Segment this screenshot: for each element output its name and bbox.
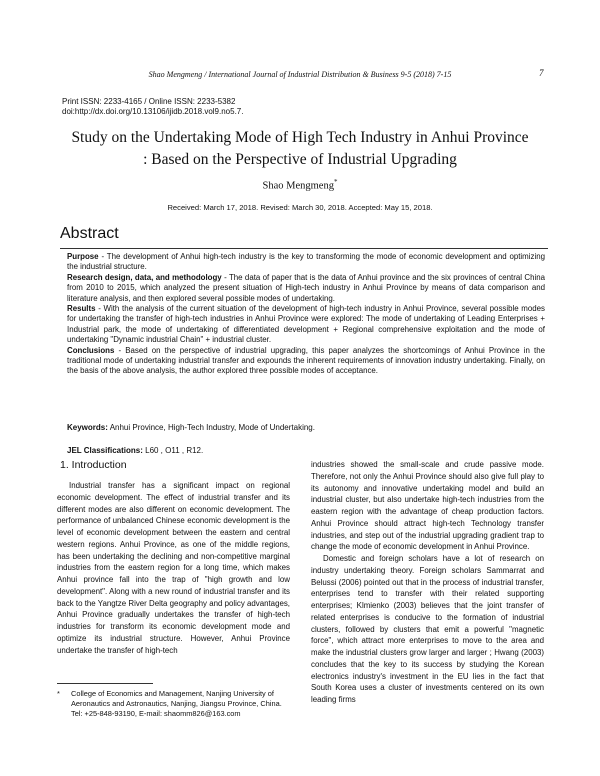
author-footnote-mark: * <box>333 178 338 186</box>
design-text: - The data of paper that is the data of Anhui province and the six provinces of central China from 2010 to 2015, which analyzed the present situation of High-tech industry in Anhui Province by means of data comparison and literature analysis, and then explored several possible modes of undertaking. <box>67 272 545 303</box>
jel-label: JEL Classifications: <box>67 446 143 455</box>
author-footnote <box>57 689 290 719</box>
abstract-results <box>67 304 545 346</box>
results-label: Results <box>67 304 96 314</box>
footnote-text: College of Economics and Management, Nanjing University of Aeronautics and Astronautics, Nanjing, Jiangsu Province, China. Tel: +25-848-93190, E-mail: shaomm826@163.com <box>71 689 282 718</box>
conclusions-text: - Based on the perspective of industrial upgrading, this paper analyzes the shortcomings of Anhui Province in the traditional mode of undertaking industrial transfer and expounds the inherent requirements of innovation industry undertaking. Finally, on the basis of the above analysis, the author explored three possible modes of acceptance. <box>67 345 545 376</box>
right-column <box>311 459 544 706</box>
author-name: Shao Mengmeng <box>262 180 334 192</box>
footnote-rule <box>57 683 153 684</box>
jel-classifications <box>67 446 203 455</box>
results-text: - With the analysis of the current situation of the development of high-tech industry in Anhui Province, several possible modes for undertaking the transfer of high-tech industries in Anhui Province were explored: The mode of undertaking of Leading Enterprises + Industrial park, the mode of undertaking of differentiated development + Regional comprehensive exploitation and the mode of undertaking "Dynamic industrial Chain" + industrial cluster. <box>67 304 545 345</box>
issn-block <box>62 97 243 117</box>
design-label: Research design, data, and methodology <box>67 272 222 282</box>
right-paragraph-2: Domestic and foreign scholars have a lot of research on industry undertaking theory. Foreign scholars Sammarrat and Belussi (2006) pointed out that in the process of industrial transfer, enterprises tend to transfer with their related supporting enterprises; Klmienko (2003) believes that the joint transfer of related enterprises is conducive to the formation of industrial clusters, followed by clusters that emit a powerful "magnetic force", which attract more enterprises to move to the area and make the industrial clusters grow larger and larger ; Hwang (2003) concludes that the key to its success by studying the Korean electronics industry's investment in the EU lies in the fact that South Korea uses a cluster of investments centered on its own leading firms <box>311 554 544 704</box>
right-paragraph-1: industries showed the small-scale and crude passive mode. Therefore, not only the Anhui Province should also give full play to its autonomy and innovative undertaking model and build an industrial cluster, but also undertake high-tech industries from the eastern region with the advantage of cheap production factors. Anhui Province should attract high-tech Technology transfer industries, and step out of the industrial upgrading gradient trap to change the mode of economic development in Anhui Province. <box>311 460 544 552</box>
keywords-label: Keywords: <box>67 423 108 432</box>
author-line <box>0 178 600 192</box>
conclusions-label: Conclusions <box>67 345 115 355</box>
title-line-2: : Based on the Perspective of Industrial Upgrading <box>143 151 457 168</box>
submission-dates: Received: March 17, 2018. Revised: March 30, 2018. Accepted: May 15, 2018. <box>167 203 433 212</box>
paper-title <box>40 127 560 171</box>
keywords-text: Anhui Province, High-Tech Industry, Mode of Undertaking. <box>107 423 315 432</box>
running-head: Shao Mengmeng / International Journal of Industrial Distribution & Business 9-5 (2018) 7-15 <box>148 70 452 79</box>
doi-line[interactable]: doi:http://dx.doi.org/10.13106/ijidb.2018.vol9.no5.7. <box>62 107 244 116</box>
purpose-label: Purpose <box>67 252 99 261</box>
abstract-top-rule <box>60 248 548 249</box>
footnote-mark: * <box>57 689 60 698</box>
abstract-heading: Abstract <box>60 225 119 242</box>
purpose-text: - The development of Anhui high-tech industry is the key to transforming the mode of economic development and optimizing the industrial structure. <box>67 252 545 272</box>
abstract-purpose <box>67 252 545 273</box>
abstract-conclusions <box>67 346 545 377</box>
left-column <box>57 480 290 656</box>
left-paragraph-1: Industrial transfer has a significant impact on regional economic development. The effect of industrial transfer and its different modes are also different on economic development. The performance of unbalanced Chinese economic development is the level of economic development between the eastern and central western regions. Anhui Province, as one of the middle regions, has been undertaking the declining and non-competitive marginal industries from the eastern region for a long time, which makes Anhui province fall into the trap of "high growth and low development". Along with a new round of industrial transfer and its back to the Yangtze River Delta geography and policy advantages, Anhui Province gradually undertakes the transfer of high-tech industries for transform its economic development mode and optimize its industrial structure. However, Anhui Province undertake the transfer of high-tech <box>57 481 290 655</box>
page-number: 7 <box>539 68 544 78</box>
jel-text: L60 , O11 , R12. <box>142 446 204 455</box>
title-line-1: Study on the Undertaking Mode of High Tech Industry in Anhui Province <box>71 129 529 146</box>
abstract-body <box>67 252 545 377</box>
abstract-design <box>67 273 545 304</box>
keywords <box>67 423 315 432</box>
issn-line: Print ISSN: 2233-4165 / Online ISSN: 2233-5382 <box>62 97 236 106</box>
section-heading-introduction: 1. Introduction <box>60 459 127 471</box>
